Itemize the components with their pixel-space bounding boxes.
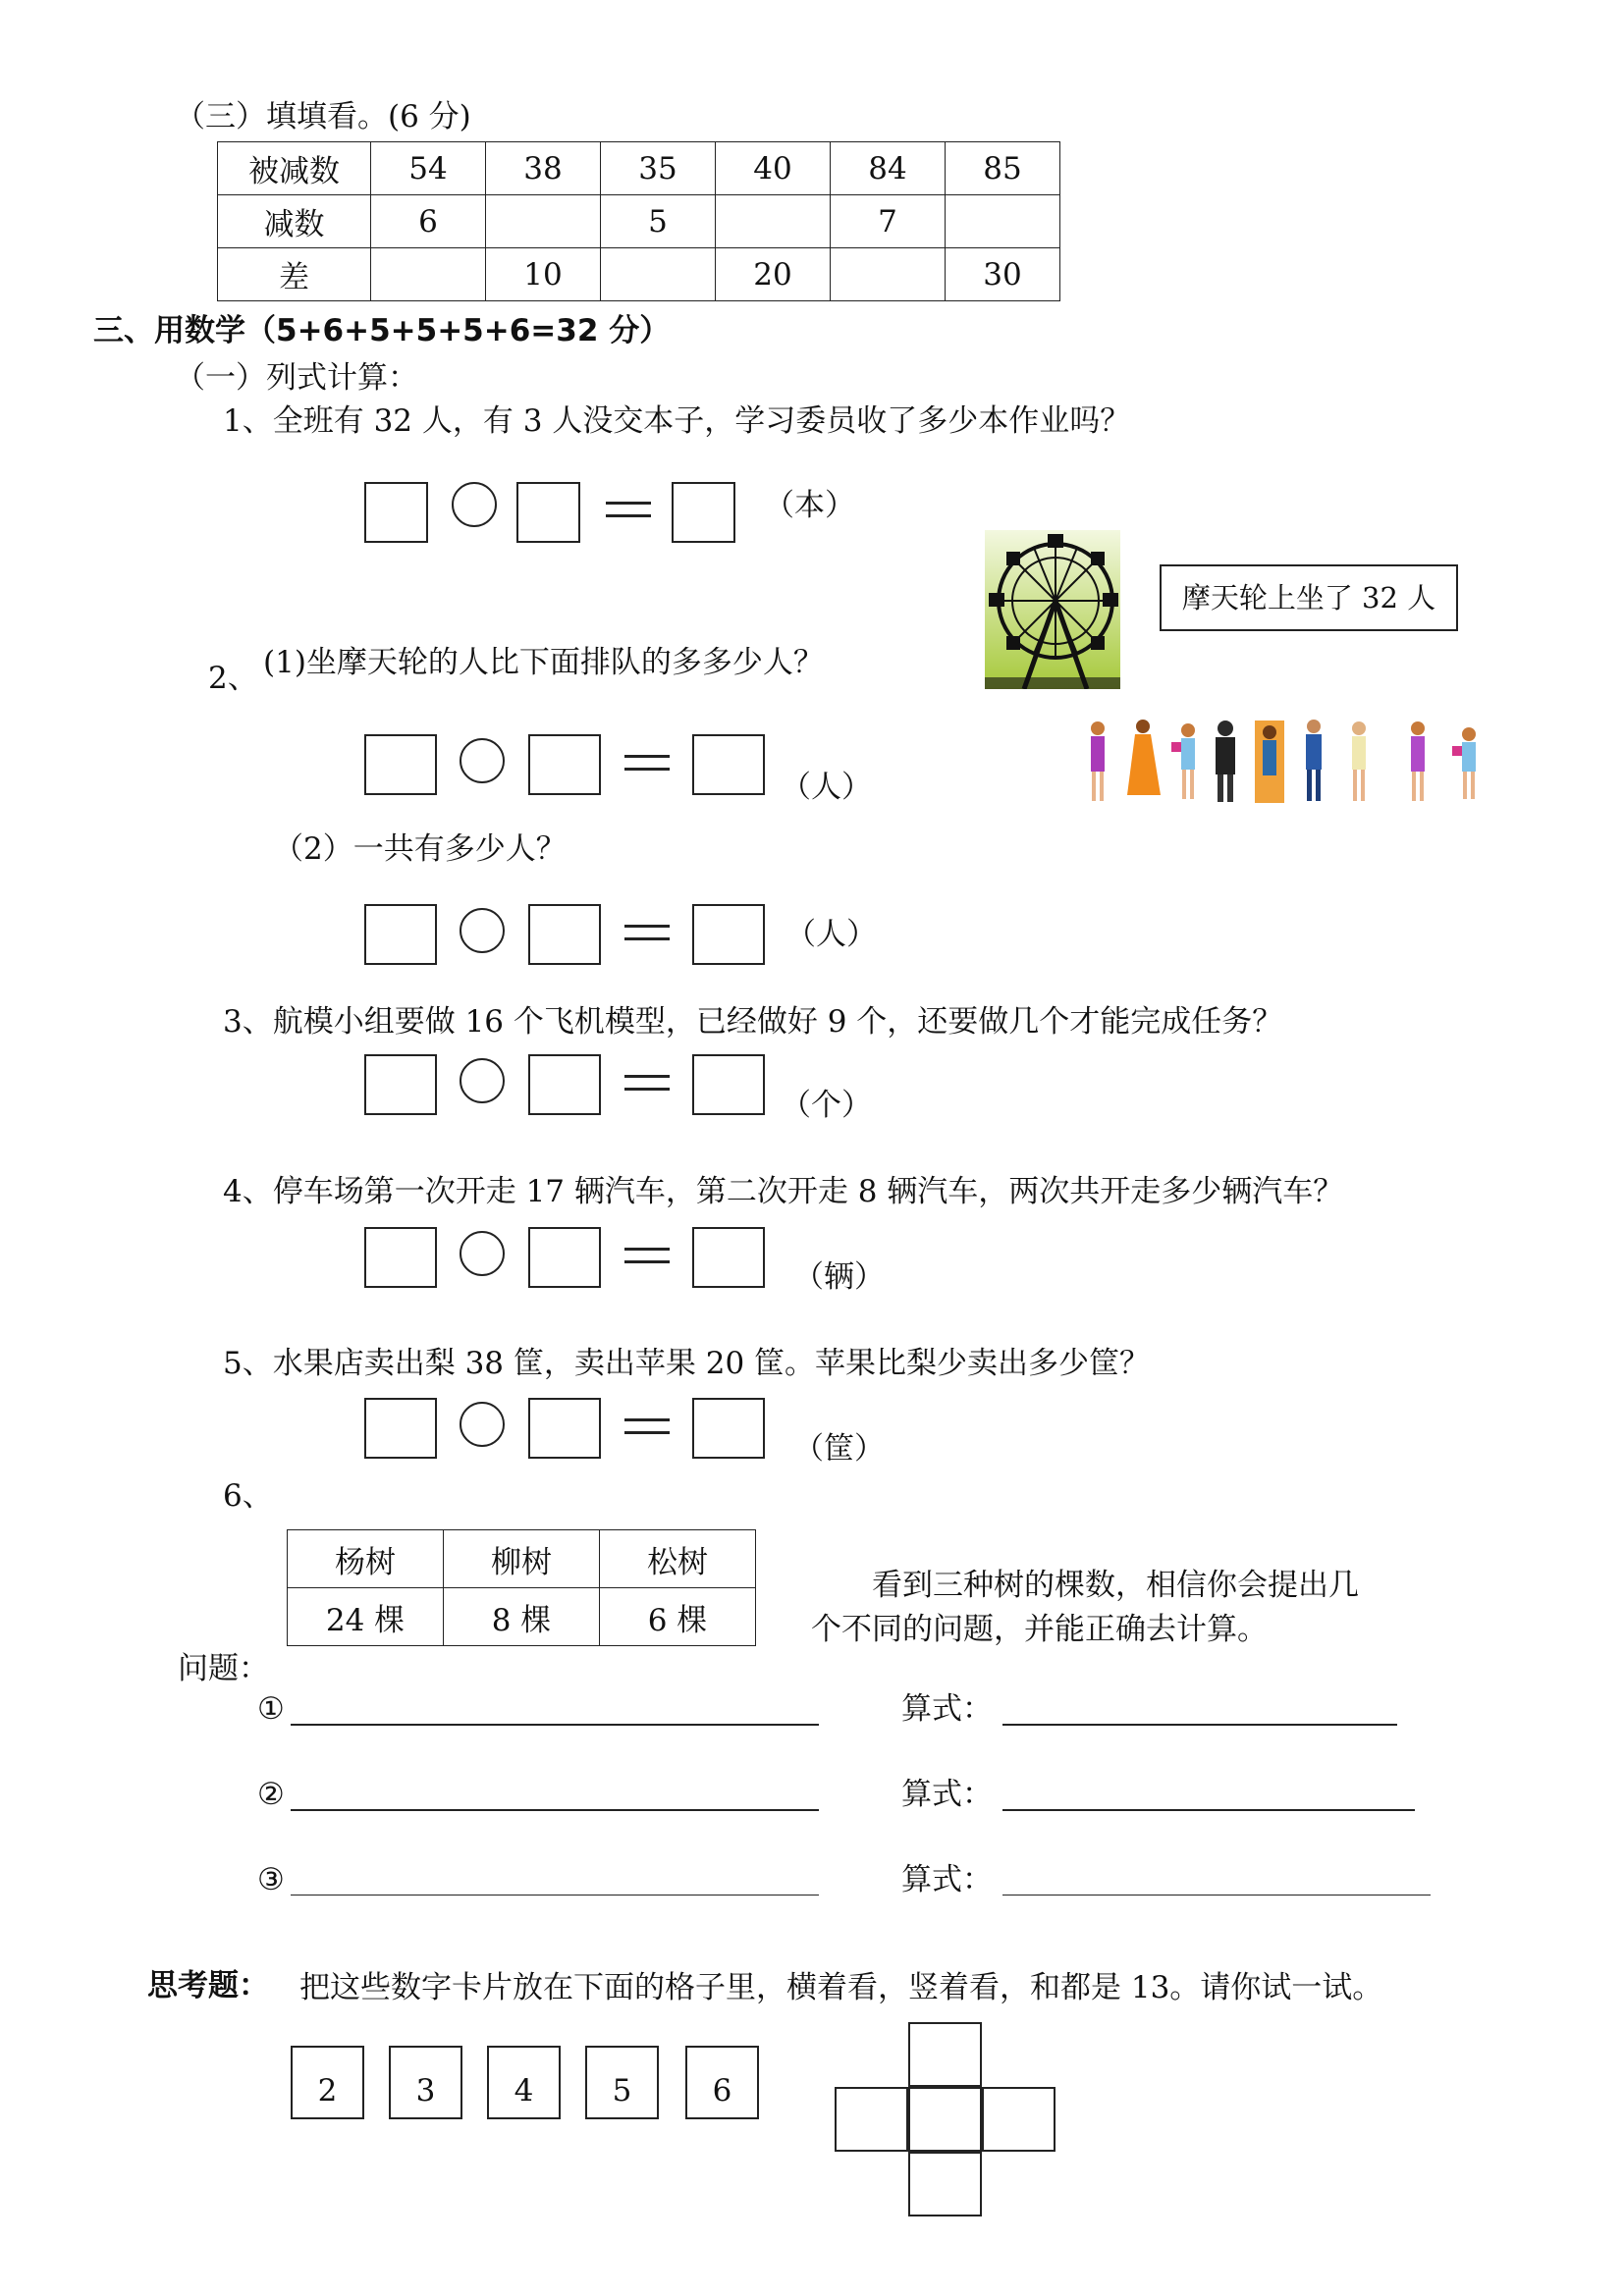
operator-circle[interactable] — [460, 908, 505, 953]
formula-1-blank[interactable] — [1002, 1724, 1397, 1726]
question-2-blank[interactable] — [291, 1809, 819, 1811]
formula-3-blank[interactable] — [1002, 1895, 1431, 1896]
equals-sign — [606, 502, 651, 517]
table-cell: 30 — [946, 248, 1060, 301]
table-cell: 54 — [371, 142, 486, 195]
formula-label: 算式： — [901, 1691, 993, 1727]
grid-cell-right[interactable] — [982, 2087, 1056, 2152]
question-6-number: 6、 — [223, 1478, 273, 1514]
table-row — [288, 1530, 756, 1588]
table-row — [218, 195, 1060, 248]
table-header: 柳树 — [444, 1530, 600, 1588]
question-6-desc-line-1: 看到三种树的棵数，相信你会提出几 — [872, 1568, 1359, 1603]
table-cell: 6 — [371, 195, 486, 248]
answer-box[interactable] — [528, 1398, 601, 1459]
answer-box[interactable] — [528, 1227, 601, 1288]
answer-box[interactable] — [528, 904, 601, 965]
answer-cell[interactable] — [831, 248, 946, 301]
queue-people-image — [1080, 717, 1492, 807]
unit-label: （个） — [781, 1088, 872, 1123]
marker-3: ③ — [257, 1862, 285, 1897]
number-card[interactable]: 2 — [291, 2046, 364, 2119]
answer-box[interactable] — [364, 1227, 437, 1288]
question-3-blank[interactable] — [291, 1895, 819, 1896]
table-cell: 85 — [946, 142, 1060, 195]
question-5-text: 5、水果店卖出梨 38 筐，卖出苹果 20 筐。苹果比梨少卖出多少筐？ — [223, 1346, 1151, 1381]
part-heading: 三、用数学（5+6+5+5+5+6=32 分） — [93, 313, 671, 348]
formula-label: 算式： — [901, 1777, 993, 1812]
unit-label: （人） — [785, 917, 877, 952]
table-header: 杨树 — [288, 1530, 444, 1588]
marker-1: ① — [257, 1691, 285, 1727]
question-2-number: 2、 — [208, 661, 258, 696]
question-3-text: 3、航模小组要做 16 个飞机模型，已经做好 9 个，还要做几个才能完成任务？ — [223, 1004, 1283, 1040]
number-card[interactable]: 4 — [487, 2046, 561, 2119]
table-cell: 10 — [486, 248, 601, 301]
table-cell: 被减数 — [218, 142, 371, 195]
answer-box[interactable] — [692, 1227, 765, 1288]
question-1-blank[interactable] — [291, 1724, 819, 1726]
equals-sign — [624, 1248, 670, 1263]
table-cell: 35 — [601, 142, 716, 195]
grid-cell-left[interactable] — [835, 2087, 908, 2152]
question-6-desc-line-2: 个不同的问题，并能正确去计算。 — [811, 1612, 1268, 1647]
answer-box[interactable] — [364, 1398, 437, 1459]
equals-sign — [624, 755, 670, 771]
table-cell: 8 棵 — [444, 1588, 600, 1646]
table-row — [288, 1588, 756, 1646]
equals-sign — [624, 1075, 670, 1091]
question-label: 问题： — [178, 1651, 269, 1686]
answer-box[interactable] — [692, 734, 765, 795]
operator-circle[interactable] — [460, 738, 505, 783]
subsection-title: （一）列式计算： — [175, 360, 418, 396]
ferris-wheel-image — [985, 530, 1120, 689]
table-cell: 84 — [831, 142, 946, 195]
question-2-part-1-text: (1)坐摩天轮的人比下面排队的多多少人？ — [263, 645, 824, 680]
table-cell: 差 — [218, 248, 371, 301]
subtraction-table — [217, 141, 1060, 301]
table-cell: 7 — [831, 195, 946, 248]
table-cell: 40 — [716, 142, 831, 195]
answer-box[interactable] — [692, 904, 765, 965]
question-2-part-2-text: （2）一共有多少人？ — [273, 831, 567, 867]
table-header: 松树 — [600, 1530, 756, 1588]
ferris-wheel-label: 摩天轮上坐了 32 人 — [1160, 564, 1458, 631]
unit-label: （辆） — [793, 1259, 885, 1295]
think-text: 把这些数字卡片放在下面的格子里，横着看，竖着看，和都是 13。请你试一试。 — [299, 1970, 1383, 2005]
number-card[interactable]: 6 — [685, 2046, 759, 2119]
table-cell: 20 — [716, 248, 831, 301]
answer-box[interactable] — [364, 1054, 437, 1115]
unit-label: （人） — [781, 770, 872, 805]
operator-circle[interactable] — [460, 1058, 505, 1103]
table-row — [218, 248, 1060, 301]
formula-2-blank[interactable] — [1002, 1809, 1415, 1811]
table-cell: 38 — [486, 142, 601, 195]
answer-box[interactable] — [528, 1054, 601, 1115]
answer-box[interactable] — [692, 1398, 765, 1459]
answer-box[interactable] — [672, 482, 735, 543]
answer-cell[interactable] — [371, 248, 486, 301]
equals-sign — [624, 925, 670, 940]
table-cell: 6 棵 — [600, 1588, 756, 1646]
unit-label: （筐） — [793, 1431, 885, 1467]
answer-box[interactable] — [364, 482, 428, 543]
table-row — [218, 142, 1060, 195]
grid-cell-top[interactable] — [908, 2022, 982, 2087]
grid-cell-bottom[interactable] — [908, 2152, 982, 2216]
marker-2: ② — [257, 1777, 285, 1812]
answer-box[interactable] — [692, 1054, 765, 1115]
answer-cell[interactable] — [716, 195, 831, 248]
grid-cell-center[interactable] — [908, 2087, 982, 2152]
operator-circle[interactable] — [452, 482, 497, 527]
answer-box[interactable] — [528, 734, 601, 795]
number-card[interactable]: 3 — [389, 2046, 462, 2119]
answer-cell[interactable] — [601, 248, 716, 301]
answer-box[interactable] — [364, 904, 437, 965]
operator-circle[interactable] — [460, 1231, 505, 1276]
question-1-text: 1、全班有 32 人，有 3 人没交本子，学习委员收了多少本作业吗？ — [223, 403, 1131, 439]
question-4-text: 4、停车场第一次开走 17 辆汽车，第二次开走 8 辆汽车，两次共开走多少辆汽车？ — [223, 1174, 1344, 1209]
answer-cell[interactable] — [486, 195, 601, 248]
formula-label: 算式： — [901, 1862, 993, 1897]
answer-box[interactable] — [364, 734, 437, 795]
think-title: 思考题： — [147, 1968, 269, 2003]
equals-sign — [624, 1418, 670, 1434]
unit-label: （本） — [764, 488, 855, 523]
table-cell: 24 棵 — [288, 1588, 444, 1646]
table-cell: 减数 — [218, 195, 371, 248]
answer-box[interactable] — [516, 482, 580, 543]
operator-circle[interactable] — [460, 1402, 505, 1447]
section-title-fill: （三）填填看。(6 分) — [175, 99, 471, 134]
tree-count-table — [287, 1529, 756, 1646]
answer-cell[interactable] — [946, 195, 1060, 248]
number-card[interactable]: 5 — [585, 2046, 659, 2119]
table-cell: 5 — [601, 195, 716, 248]
